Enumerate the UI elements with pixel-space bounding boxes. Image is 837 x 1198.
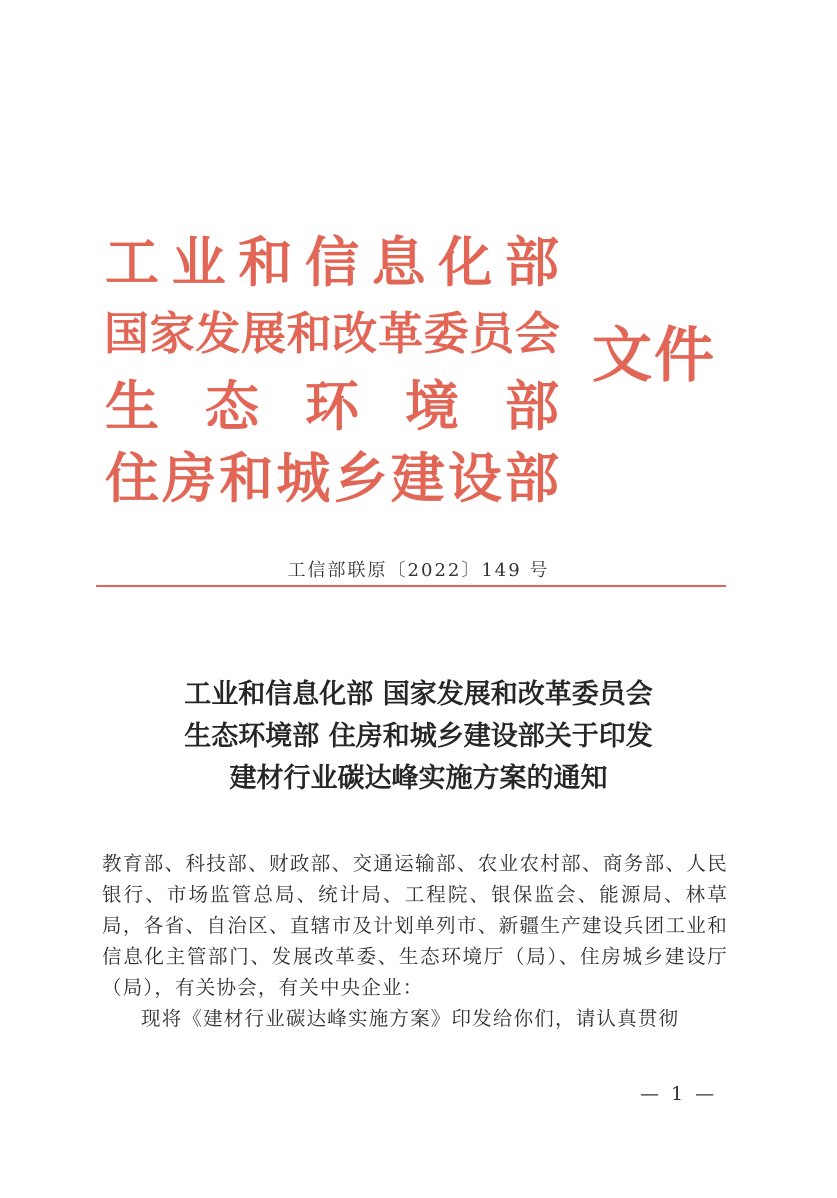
agency-char: 部 — [505, 374, 559, 438]
issuing-agencies — [104, 226, 564, 514]
agency-char: 建 — [390, 446, 445, 510]
recipients-paragraph: 教育部、科技部、财政部、交通运输部、农业农村部、商务部、人民银行、市场监管总局、统计局、工程院、银保监会、能源局、林草局，各省、自治区、直辖市及计划单列市、新疆生产建设兵团工业和信息化主管部门、发展改革委、生态环境厅（局）、住房城乡建设厅（局），有关协会，有关中央企业： — [102, 852, 728, 999]
agency-char: 信 — [304, 230, 359, 294]
agency-char: 乡 — [333, 446, 388, 510]
agency-char: 展 — [240, 307, 286, 360]
agency-char: 城 — [276, 446, 331, 510]
agency-char: 家 — [149, 307, 195, 360]
agency-mee — [104, 370, 560, 442]
title-line: 建材行业碳达峰实施方案的通知 — [229, 763, 608, 794]
agency-char: 改 — [332, 307, 378, 360]
agency-char: 委 — [423, 307, 469, 360]
document-body — [102, 848, 728, 1034]
agency-char: 会 — [514, 307, 560, 360]
agency-char: 和 — [219, 446, 274, 510]
agency-char: 房 — [162, 446, 217, 510]
agency-char: 设 — [447, 446, 502, 510]
agency-char: 员 — [469, 307, 515, 360]
agency-char: 国 — [104, 307, 150, 360]
document-number: 工信部联原〔2022〕149 号 — [287, 560, 550, 581]
agency-ndrc — [104, 298, 560, 370]
red-divider — [96, 585, 726, 587]
document-title — [0, 674, 837, 800]
agency-char: 和 — [286, 307, 332, 360]
agency-char: 革 — [377, 307, 423, 360]
agency-char: 住 — [105, 446, 159, 510]
agency-char: 发 — [195, 307, 241, 360]
agency-char: 化 — [438, 230, 493, 294]
agency-char: 部 — [504, 446, 559, 510]
title-line: 工业和信息化部 国家发展和改革委员会 — [184, 679, 653, 710]
page-number: — 1 — — [640, 1083, 718, 1105]
agency-char: 态 — [205, 374, 259, 438]
agency-char: 部 — [504, 230, 559, 294]
document-type-label: 文件 — [592, 321, 716, 391]
agency-char: 环 — [305, 374, 359, 438]
agency-miit — [104, 226, 560, 298]
agency-char: 业 — [171, 230, 226, 294]
agency-char: 工 — [105, 230, 159, 294]
agency-char: 境 — [405, 374, 459, 438]
title-line: 生态环境部 住房和城乡建设部关于印发 — [184, 721, 653, 752]
agency-char: 生 — [105, 374, 159, 438]
agency-mohurd — [104, 442, 560, 514]
agency-char: 息 — [371, 230, 426, 294]
agency-char: 和 — [238, 230, 293, 294]
body-paragraph: 现将《建材行业碳达峰实施方案》印发给你们，请认真贯彻 — [141, 1007, 680, 1030]
